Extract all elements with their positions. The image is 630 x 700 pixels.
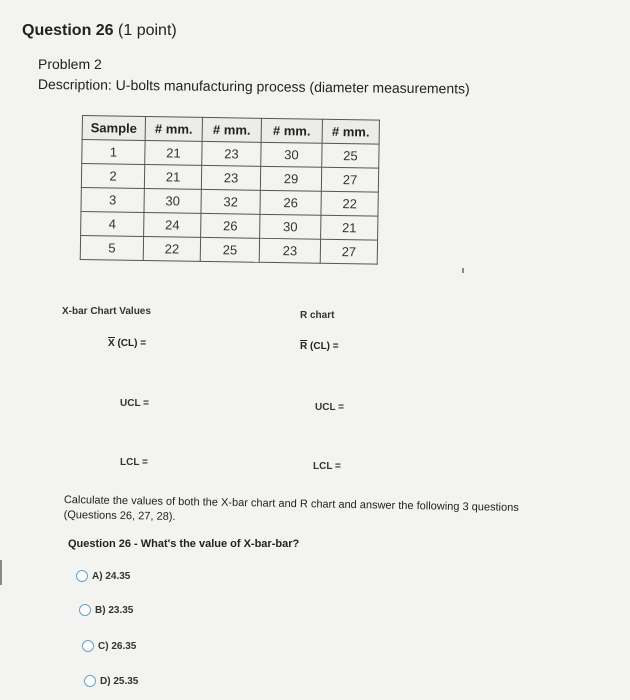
measurements-table: [80, 115, 380, 265]
question-prompt: Question 26 - What's the value of X-bar-bar?: [68, 538, 300, 550]
option-b[interactable]: [79, 604, 133, 616]
header-mm-1: # mm.: [145, 116, 202, 141]
question-number: Question 26: [22, 22, 114, 39]
xbar-heading: X-bar Chart Values: [62, 306, 151, 317]
rchart-ucl-label: UCL =: [315, 402, 344, 413]
table-cell: 27: [321, 167, 378, 192]
table-cell: 23: [202, 141, 261, 166]
table-cell: 23: [201, 165, 260, 190]
header-sample: Sample: [82, 116, 145, 141]
table-cell: 4: [81, 211, 144, 236]
option-a[interactable]: [76, 570, 130, 582]
question-title: [22, 22, 177, 40]
table-cell: 22: [143, 236, 200, 261]
question-points: (1 point): [118, 22, 177, 39]
table-cell: 5: [80, 235, 143, 260]
table-cell: 21: [321, 215, 378, 240]
table-cell: 27: [320, 239, 377, 264]
radio-option-d[interactable]: [84, 675, 96, 687]
option-b-label: B) 23.35: [95, 604, 134, 616]
table-cell: 1: [82, 140, 145, 165]
header-mm-2: # mm.: [202, 117, 261, 142]
rchart-lcl-label: LCL =: [313, 461, 341, 472]
rchart-heading: R chart: [300, 310, 335, 321]
option-c[interactable]: [82, 640, 136, 652]
radio-option-a[interactable]: [76, 570, 88, 582]
xbar-bar-symbol: $\overline{X}$: [108, 338, 115, 349]
table-cell: 29: [260, 166, 321, 191]
xbar-lcl-label: LCL =: [120, 457, 148, 468]
table-cell: 30: [261, 142, 322, 167]
instructions-text: Calculate the values of both the X-bar chart and R chart and answer the following 3 questions (Questions 26, 27, 28).: [63, 493, 519, 523]
table-cell: 30: [144, 188, 201, 213]
table-cell: 3: [81, 187, 144, 212]
header-mm-3: # mm.: [261, 118, 322, 143]
option-a-label: A) 24.35: [92, 570, 131, 582]
xbar-ucl-label: UCL =: [120, 398, 149, 409]
option-d[interactable]: [84, 675, 138, 687]
problem-description: Description: U-bolts manufacturing process (diameter measurements): [37, 76, 470, 97]
page-edge-mark: [0, 560, 2, 585]
table-cell: 30: [260, 214, 321, 239]
table-cell: 22: [321, 191, 378, 216]
table-cell: 25: [322, 143, 379, 168]
option-d-label: D) 25.35: [100, 675, 139, 687]
xbar-cl-label: [108, 338, 146, 349]
table-cell: 26: [260, 190, 321, 215]
rbar-cl-suffix: (CL) =: [310, 341, 339, 352]
rbar-cl-label: [300, 341, 339, 352]
table-row: [80, 235, 377, 264]
radio-option-b[interactable]: [79, 604, 91, 616]
radio-option-c[interactable]: [82, 640, 94, 652]
table-cell: 26: [201, 213, 260, 238]
stray-mark: [462, 268, 464, 273]
table-cell: 2: [81, 164, 144, 189]
table-cell: 25: [200, 237, 259, 262]
option-c-label: C) 26.35: [98, 640, 137, 652]
table-cell: 21: [144, 164, 201, 189]
table-cell: 21: [145, 140, 202, 165]
rbar-symbol: $\overline{R}$: [300, 341, 308, 352]
table-cell: 32: [201, 189, 260, 214]
table-cell: 23: [259, 238, 320, 263]
header-mm-4: # mm.: [322, 119, 379, 144]
problem-label: Problem 2: [38, 56, 102, 72]
table-cell: 24: [144, 212, 201, 237]
xbar-cl-suffix: (CL) =: [117, 338, 147, 349]
